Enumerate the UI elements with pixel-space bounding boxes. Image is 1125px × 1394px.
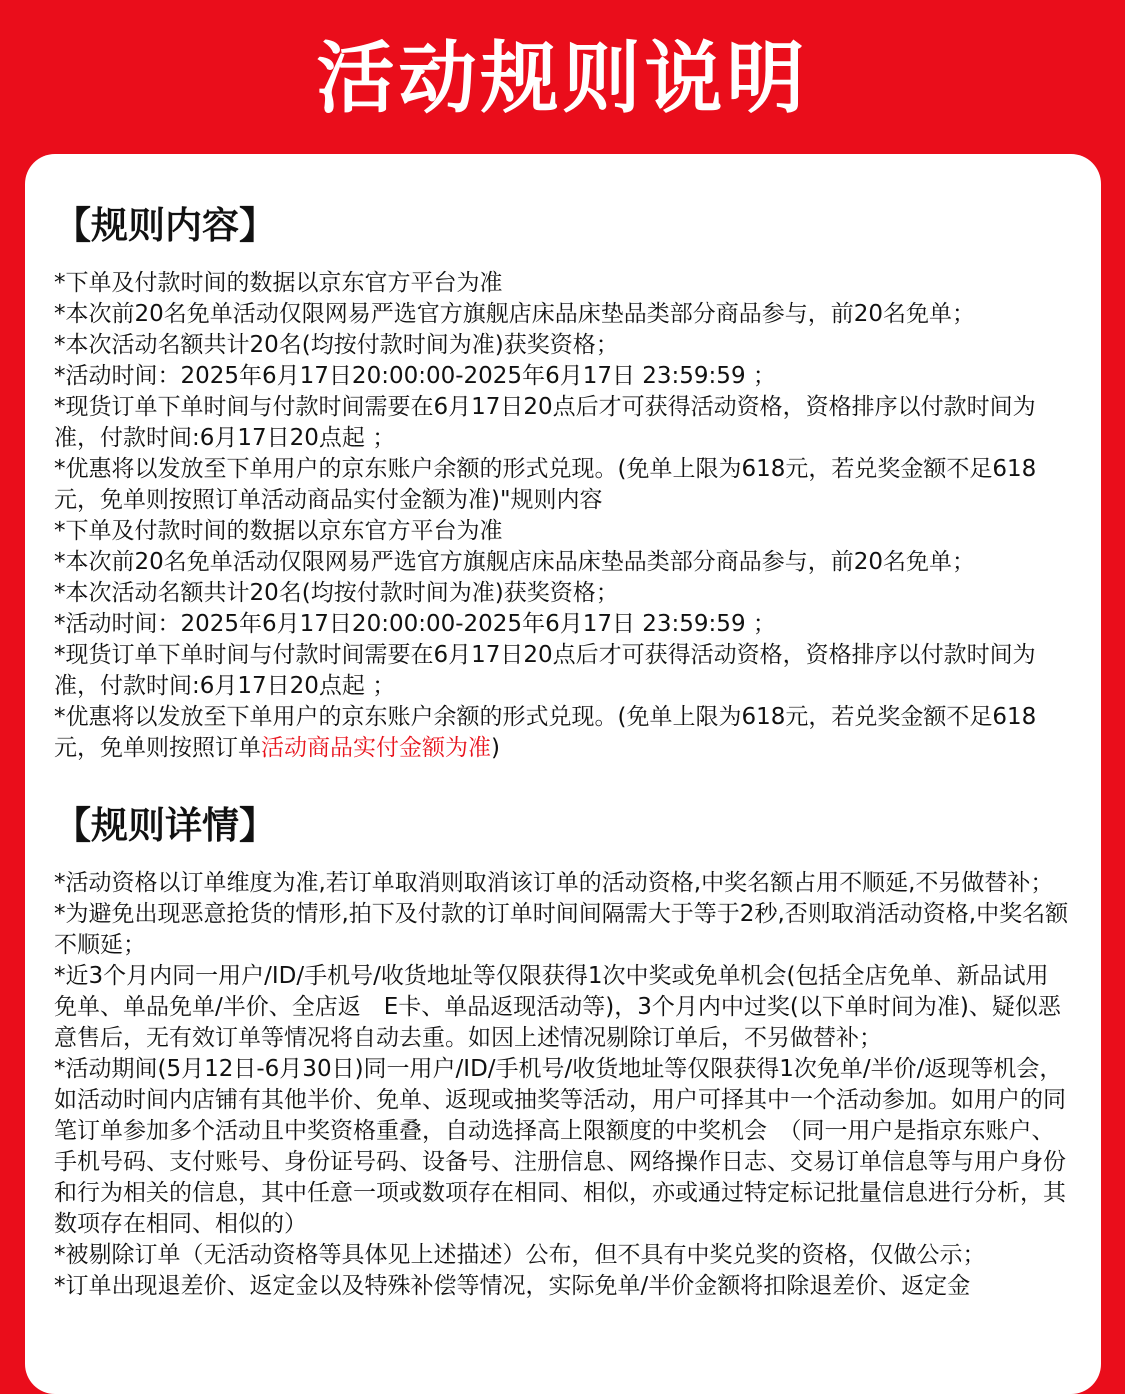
rule-text: *活动时间：2025年6月17日20:00:00-2025年6月17日 23:59:59 ； [54, 611, 776, 637]
section-heading-rules-details: 【规则详情】 [54, 804, 276, 847]
rule-item [54, 547, 1071, 578]
rule-item [54, 454, 1071, 516]
rule-item [54, 268, 1071, 299]
rule-item [54, 392, 1071, 454]
rule-item [54, 330, 1071, 361]
rule-text: *现货订单下单时间与付款时间需要在6月17日20点后才可获得活动资格，资格排序以付款时间为准，付款时间:6月17日20点起 ； [54, 642, 1036, 699]
rule-item [54, 516, 1071, 547]
rule-item [54, 299, 1071, 330]
rule-text: *近3个月内同一用户/ID/手机号/收货地址等仅限获得1次中奖或免单机会(包括全店免单、新品试用免单、单品免单/半价、全店返 E卡、单品返现活动等)，3个月内中过奖(以下单时间为准)、疑似恶意售后，无有效订单等情况将自动去重。如因上述情况剔除订单后，不另做替补； [54, 963, 1061, 1051]
section-heading-rules-content: 【规则内容】 [54, 204, 276, 247]
rule-text: *本次前20名免单活动仅限网易严选官方旗舰店床品床垫品类部分商品参与，前20名免单； [54, 549, 976, 575]
rule-item [54, 961, 1071, 1054]
rules-content-list [54, 268, 1071, 764]
rule-item [54, 578, 1071, 609]
rule-text: *优惠将以发放至下单用户的京东账户余额的形式兑现。(免单上限为618元，若兑奖金额不足618元，免单则按照订单活动商品实付金额为准)"规则内容 [54, 456, 1037, 513]
page-title: 活动规则说明 [316, 34, 809, 124]
rule-text: *本次前20名免单活动仅限网易严选官方旗舰店床品床垫品类部分商品参与，前20名免单； [54, 301, 976, 327]
rule-item [54, 899, 1071, 961]
rule-text: *为避免出现恶意抢货的情形,拍下及付款的订单时间间隔需大于等于2秒,否则取消活动资格,中奖名额不顺延； [54, 901, 1069, 958]
rule-item [54, 1054, 1071, 1240]
rule-text: *活动资格以订单维度为准,若订单取消则取消该订单的活动资格,中奖名额占用不顺延,不另做替补； [54, 870, 1054, 896]
rule-text: *被剔除订单（无活动资格等具体见上述描述）公布，但不具有中奖兑奖的资格，仅做公示； [54, 1242, 986, 1268]
rule-item [54, 1271, 1071, 1302]
rule-item [54, 702, 1071, 764]
rule-item [54, 868, 1071, 899]
rule-text: *订单出现退差价、返定金以及特殊补偿等情况，实际免单/半价金额将扣除退差价、返定金 [54, 1273, 971, 1299]
rule-text: *下单及付款时间的数据以京东官方平台为准 [54, 518, 503, 544]
rule-text: *优惠将以发放至下单用户的京东账户余额的形式兑现。(免单上限为618元，若兑奖金额不足618元，免单则按照订单 [54, 704, 1037, 761]
rule-text: *下单及付款时间的数据以京东官方平台为准 [54, 270, 503, 296]
rule-text: *活动期间(5月12日-6月30日)同一用户/ID/手机号/收货地址等仅限获得1次免单/半价/返现等机会，如活动时间内店铺有其他半价、免单、返现或抽奖等活动，用户可择其中一个活动参加。如用户的同笔订单参加多个活动且中奖资格重叠，自动选择高上限额度的中奖机会 （同一用户是指京东账户、手机号码、支付账号、身份证号码、设备号、注册信息、网络操作日志、交易订单信息等与用户身份和行为相关的信息，其中任意一项或数项存在相同、相似，亦或通过特定标记批量信息进行分析，其数项存在相同、相似的） [54, 1056, 1066, 1237]
rule-highlight-text: 活动商品实付金额为准 [261, 735, 491, 761]
rule-item [54, 1240, 1071, 1271]
rule-text: *本次活动名额共计20名(均按付款时间为准)获奖资格； [54, 332, 619, 358]
rule-text: *活动时间：2025年6月17日20:00:00-2025年6月17日 23:59:59 ； [54, 363, 776, 389]
rule-item [54, 361, 1071, 392]
rule-item [54, 640, 1071, 702]
rule-text: *现货订单下单时间与付款时间需要在6月17日20点后才可获得活动资格，资格排序以付款时间为准，付款时间:6月17日20点起 ； [54, 394, 1036, 451]
rule-text: *本次活动名额共计20名(均按付款时间为准)获奖资格； [54, 580, 619, 606]
rule-item [54, 609, 1071, 640]
rules-card [25, 154, 1101, 1394]
rule-tail-text: ) [491, 735, 500, 761]
rules-details-list [54, 868, 1071, 1302]
